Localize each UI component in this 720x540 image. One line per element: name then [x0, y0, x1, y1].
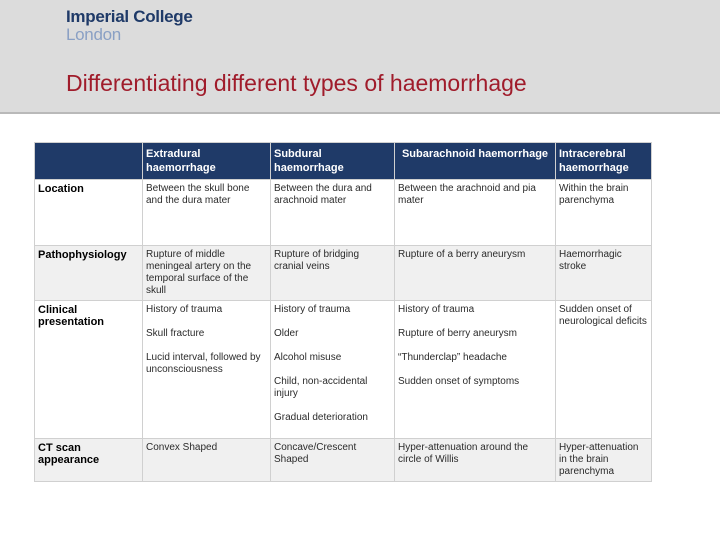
table-row-location: [35, 180, 652, 246]
column-header-extradural: Extradural haemorrhage: [143, 143, 271, 180]
table-corner-cell: [35, 143, 143, 180]
logo-line-1: Imperial College: [66, 7, 193, 26]
table-cell: Rupture of middle meningeal artery on the temporal surface of the skull: [143, 246, 271, 301]
table-cell: [271, 301, 395, 439]
logo-line-2: London: [66, 25, 121, 44]
row-header-clinical-presentation: Clinical presentation: [35, 301, 143, 439]
table-cell: Within the brain parenchyma: [556, 180, 652, 246]
slide-title: Differentiating different types of haemorrhage: [66, 70, 527, 96]
table-cell: [143, 301, 271, 439]
table-cell: Hyper-attenuation in the brain parenchyma: [556, 439, 652, 482]
table-header-row: [35, 143, 652, 180]
table-cell: Haemorrhagic stroke: [556, 246, 652, 301]
table-row-clinical-presentation: [35, 301, 652, 439]
cell-line: History of trauma: [274, 304, 351, 315]
row-header-location: Location: [35, 180, 143, 246]
table-cell: Between the dura and arachnoid mater: [271, 180, 395, 246]
table-cell: Convex Shaped: [143, 439, 271, 482]
column-header-subdural: Subdural haemorrhage: [271, 143, 395, 180]
cell-line: Skull fracture: [146, 328, 205, 339]
cell-line: Gradual deterioration: [274, 412, 368, 423]
table-row-ct-scan-appearance: [35, 439, 652, 482]
cell-line: Older: [274, 328, 299, 339]
table-row-pathophysiology: [35, 246, 652, 301]
slide-header: [0, 0, 720, 114]
haemorrhage-comparison-table: [34, 142, 652, 482]
cell-line: “Thunderclap” headache: [398, 352, 507, 363]
cell-line: History of trauma: [398, 304, 475, 315]
cell-line: Alcohol misuse: [274, 352, 342, 363]
cell-line: Sudden onset of symptoms: [398, 376, 520, 387]
cell-line: Sudden onset of neurological deficits: [559, 304, 647, 327]
column-header-subarachnoid: Subarachnoid haemorrhage: [395, 143, 556, 180]
cell-line: History of trauma: [146, 304, 223, 315]
table-cell: Hyper-attenuation around the circle of Willis: [395, 439, 556, 482]
row-header-pathophysiology: Pathophysiology: [35, 246, 143, 301]
table-cell: Rupture of bridging cranial veins: [271, 246, 395, 301]
table-cell: [556, 301, 652, 439]
table-cell: Between the arachnoid and pia mater: [395, 180, 556, 246]
cell-line: Child, non-accidental injury: [274, 376, 368, 399]
cell-line: Rupture of berry aneurysm: [398, 328, 517, 339]
table-cell: [395, 301, 556, 439]
cell-line: Lucid interval, followed by unconsciousness: [146, 352, 261, 375]
imperial-college-logo: [66, 8, 193, 44]
table-cell: Between the skull bone and the dura mater: [143, 180, 271, 246]
table-cell: Rupture of a berry aneurysm: [395, 246, 556, 301]
row-header-ct-scan-appearance: CT scan appearance: [35, 439, 143, 482]
table-cell: Concave/Crescent Shaped: [271, 439, 395, 482]
column-header-intracerebral: Intracerebral haemorrhage: [556, 143, 652, 180]
